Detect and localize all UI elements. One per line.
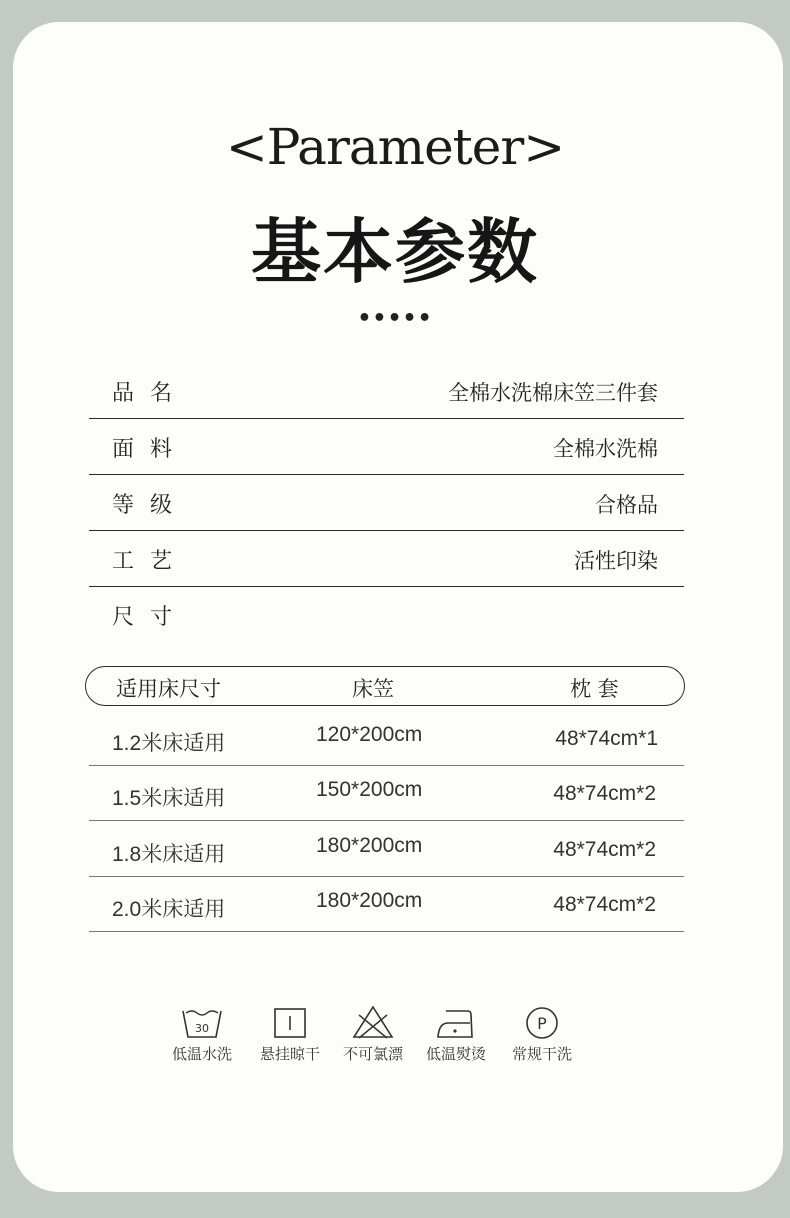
english-title: <Parameter> — [225, 118, 565, 176]
wash-tub-30-icon — [180, 1005, 224, 1039]
care-label: 悬挂晾干 — [259, 1045, 320, 1063]
pillowcase-cell: 48*74cm*2 — [553, 782, 656, 805]
care-label: 低温水洗 — [171, 1045, 232, 1063]
param-label: 面料 — [112, 437, 189, 462]
param-value: 全棉水洗棉床笠三件套 — [448, 381, 658, 405]
decorative-dots: ••••• — [357, 306, 433, 331]
param-row-grade — [89, 474, 684, 531]
care-item-wash — [162, 1005, 242, 1064]
care-item-no-bleach — [333, 1005, 413, 1064]
size-row — [89, 765, 684, 821]
size-row — [89, 821, 684, 877]
dry-clean-p-icon — [520, 1005, 564, 1039]
header-pillowcase: 枕 套 — [570, 677, 619, 701]
fitted-sheet-cell: 150*200cm — [316, 778, 423, 801]
pillowcase-cell: 48*74cm*1 — [555, 727, 658, 750]
dry-clean-letter: P — [537, 1014, 547, 1033]
param-label: 等级 — [112, 493, 189, 518]
param-label: 品名 — [112, 381, 189, 406]
care-label: 低温熨烫 — [425, 1045, 486, 1063]
param-value: 全棉水洗棉 — [553, 437, 658, 461]
care-item-hang-dry — [250, 1005, 330, 1064]
param-row-size — [89, 586, 684, 642]
bed-size-cell: 1.2米床适用 — [112, 732, 226, 755]
param-row-name — [89, 362, 684, 419]
size-table-header — [85, 666, 685, 706]
param-label: 尺寸 — [112, 605, 189, 630]
header-fitted-sheet: 床笠 — [352, 677, 394, 701]
care-label: 不可氯漂 — [342, 1045, 403, 1063]
bed-size-cell: 2.0米床适用 — [112, 898, 226, 921]
pillowcase-cell: 48*74cm*2 — [553, 838, 656, 861]
param-label: 工艺 — [112, 549, 189, 574]
care-label: 常规干洗 — [511, 1045, 572, 1063]
care-item-iron — [416, 1005, 496, 1064]
header-bed-size: 适用床尺寸 — [116, 677, 221, 701]
iron-low-icon — [434, 1005, 478, 1039]
fitted-sheet-cell: 180*200cm — [316, 834, 423, 857]
wash-temp: 30 — [195, 1022, 209, 1035]
care-item-dry-clean — [502, 1005, 582, 1064]
param-row-craft — [89, 530, 684, 587]
bed-size-cell: 1.5米床适用 — [112, 787, 226, 810]
pillowcase-cell: 48*74cm*2 — [553, 893, 656, 916]
size-row — [89, 876, 684, 932]
hang-dry-icon — [268, 1005, 312, 1039]
bed-size-cell: 1.8米床适用 — [112, 843, 226, 866]
size-row — [89, 710, 684, 766]
fitted-sheet-cell: 180*200cm — [316, 889, 423, 912]
fitted-sheet-cell: 120*200cm — [316, 723, 423, 746]
param-value: 活性印染 — [574, 549, 658, 573]
page-title: 基本参数 — [251, 211, 539, 293]
no-bleach-icon — [351, 1005, 395, 1039]
param-row-fabric — [89, 418, 684, 475]
param-value: 合格品 — [595, 493, 658, 517]
